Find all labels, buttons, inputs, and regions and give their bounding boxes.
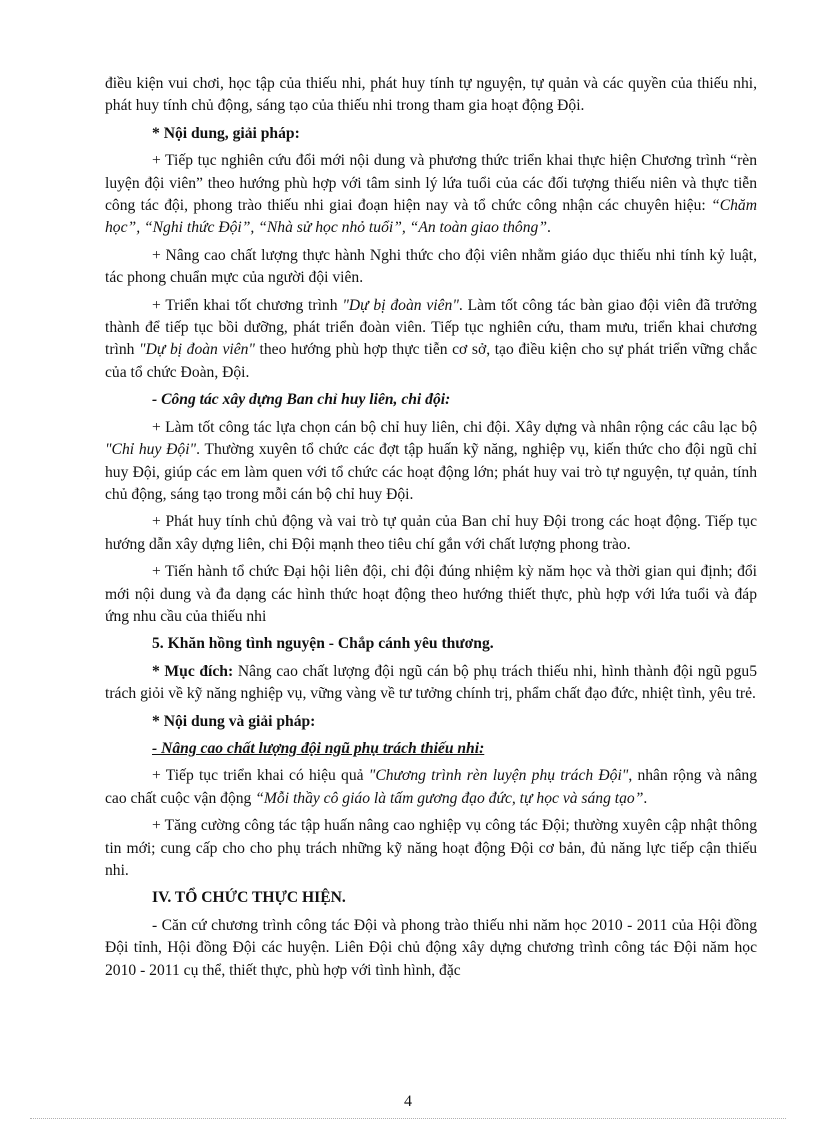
paragraph-select-leaders: + Làm tốt công tác lựa chọn cán bộ chỉ huy liên, chi đội. Xây dựng và nhân rộng các câu lạc bộ "Chỉ huy Đội". Thường xuyên tổ chức các đợt tập huấn kỹ năng, nghiệp vụ, kiến thức cho đội ngũ chỉ huy Đội, giúp các em làm quen với tổ chức các hoạt động lớn; phát huy vai trò tự nguyện, tự quản, tính chủ động, sáng tạo trong mỗi cán bộ chỉ huy Đội. (105, 418, 757, 503)
paragraph-ceremony-quality: + Nâng cao chất lượng thực hành Nghi thức cho đội viên nhằm giáo dục thiếu nhi tính kỷ luật, tác phong chuẩn mực của người đội viên. (105, 246, 757, 287)
paragraph-purpose: * Mục đích: Nâng cao chất lượng đội ngũ cán bộ phụ trách thiếu nhi, hình thành đội ngũ pgu5 trách giỏi về kỹ năng nghiệp vụ, vững vàng về tư tưởng chính trị, phẩm chất đạo đức, nhiệt tình, yêu trẻ. (105, 662, 757, 703)
footer-divider (30, 1118, 786, 1119)
page-number: 4 (404, 1093, 412, 1110)
paragraph-strengthen-training: + Tăng cường công tác tập huấn nâng cao nghiệp vụ công tác Đội; thường xuyên cập nhật thông tin mới; cung cấp cho cho phụ trách những kỹ năng hoạt động Đội cơ bản, đủ năng lực tiếp cận thiếu nhi. (105, 817, 757, 879)
paragraph-training-program: + Tiếp tục triển khai có hiệu quả "Chương trình rèn luyện phụ trách Đội", nhân rộng và nâng cao chất cuộc vận động “Mỗi thầy cô giáo là tấm gương đạo đức, tự học và sáng tạo”. (105, 767, 758, 807)
heading-content-and-solutions: * Nội dung và giải pháp: (152, 712, 316, 730)
paragraph-implementation-basis: - Căn cứ chương trình công tác Đội và phong trào thiếu nhi năm học 2010 - 2011 của Hội đồng Đội tỉnh, Hội đồng Đội các huyện. Liên Đội chủ động xây dựng chương trình công tác Đội năm học 2010 - 2011 cụ thể, thiết thực, phù hợp với tình hình, đặc (105, 916, 757, 979)
heading-implementation: IV. TỔ CHỨC THỰC HIỆN. (152, 889, 346, 907)
heading-content-solutions: * Nội dung, giải pháp: (152, 124, 300, 142)
paragraph-youth-union-prep: + Triển khai tốt chương trình "Dự bị đoàn viên". Làm tốt công tác bàn giao đội viên đã trưởng thành để tiếp tục bồi dưỡng, phát triển đoàn viên. Tiếp tục nghiên cứu, tham mưu, triển khai chương trình "Dự bị đoàn viên" theo hướng phù hợp thực tiễn cơ sở, tạo điều kiện cho sự phát triển vững chắc của tổ chức Đoàn, Đội. (105, 296, 757, 381)
heading-command-board: - Công tác xây dựng Ban chỉ huy liên, chi đội: (152, 391, 451, 409)
heading-section-5: 5. Khăn hồng tình nguyện - Chắp cánh yêu thương. (152, 635, 494, 653)
heading-improve-staff: - Nâng cao chất lượng đội ngũ phụ trách thiếu nhi: (152, 739, 485, 757)
paragraph-self-management: + Phát huy tính chủ động và vai trò tự quản của Ban chỉ huy Đội trong các hoạt động. Tiếp tục hướng dẫn xây dựng liên, chi Đội mạnh theo tiêu chí gắn với chất lượng phong trào. (105, 513, 757, 553)
paragraph-intro: điều kiện vui chơi, học tập của thiếu nhi, phát huy tính tự nguyện, tự quản và các quyền của thiếu nhi, phát huy tính chủ động, sáng tạo của thiếu nhi trong tham gia hoạt động Đội. (105, 75, 757, 115)
paragraph-program-research: + Tiếp tục nghiên cứu đổi mới nội dung và phương thức triển khai thực hiện Chương trình “rèn luyện đội viên” theo hướng phù hợp với tâm sinh lý lứa tuổi của các đối tượng thiếu niên và thực tiễn công tác đội, phong trào thiếu nhi giai đoạn hiện nay và tổ chức công nhận các chuyên hiệu: “Chăm học”, “Nghi thức Đội”, “Nhà sử học nhỏ tuổi”, “An toàn giao thông”. (105, 152, 757, 237)
document-body (105, 73, 757, 987)
paragraph-congress: + Tiến hành tổ chức Đại hội liên đội, chi đội đúng nhiệm kỳ năm học và thời gian qui định; đổi mới nội dung và đa dạng các hình thức hoạt động theo hướng thiết thực, phù hợp với lứa tuổi và đáp ứng nhu cầu của thiếu nhi (105, 563, 757, 625)
